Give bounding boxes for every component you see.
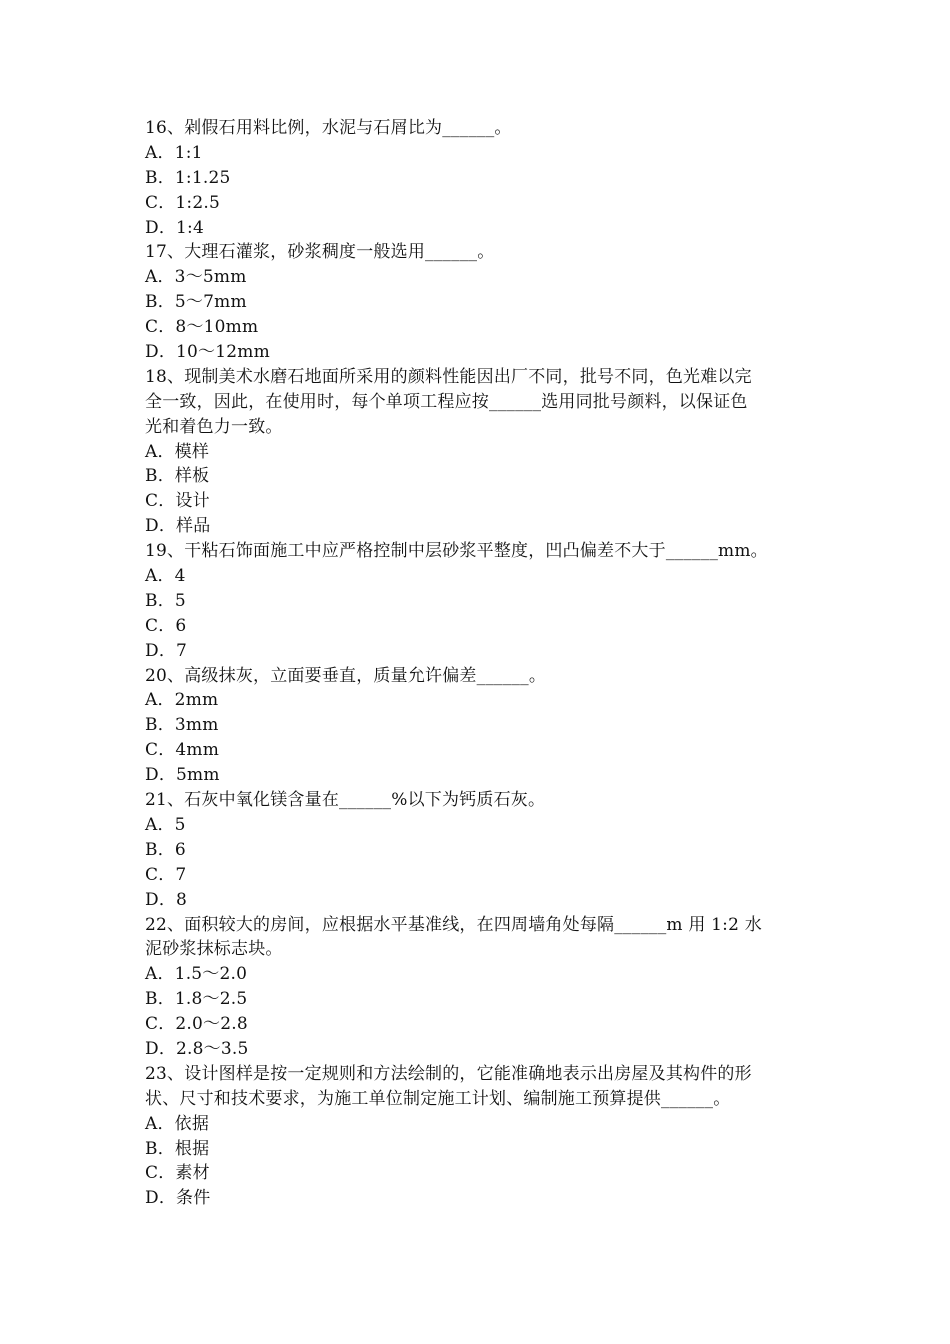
question-text-line-1: 23、设计图样是按一定规则和方法绘制的，它能准确地表示出房屋及其构件的形 [145, 1063, 752, 1084]
option-c: C．4mm [145, 740, 220, 761]
option-a: A．3～5mm [145, 267, 247, 288]
option-b: B．6 [145, 839, 186, 860]
question-text-line-2: 状、尺寸和技术要求，为施工单位制定施工计划、编制施工预算提供______。 [145, 1088, 731, 1109]
option-c: C．素材 [145, 1163, 210, 1184]
question-text-line-2: 泥砂浆抹标志块。 [145, 939, 283, 960]
question-text-line-2: 全一致，因此，在使用时，每个单项工程应按______选用同批号颜料，以保证色 [145, 391, 748, 412]
option-b: B．1.8～2.5 [145, 989, 248, 1010]
question-text: 21、石灰中氧化镁含量在______%以下为钙质石灰。 [145, 790, 546, 811]
option-c: C．1:2.5 [145, 192, 220, 213]
question-text-line-1: 18、现制美术水磨石地面所采用的颜料性能因出厂不同，批号不同，色光难以完 [145, 366, 752, 387]
question-22 [145, 913, 813, 1062]
option-a: A．2mm [145, 690, 219, 711]
option-c: C．设计 [145, 491, 210, 512]
question-16 [145, 116, 813, 240]
question-text: 20、高级抹灰，立面要垂直，质量允许偏差______。 [145, 665, 547, 686]
question-text: 17、大理石灌浆，砂浆稠度一般选用______。 [145, 242, 495, 263]
option-d: D．7 [145, 640, 188, 661]
document-page [145, 116, 813, 1211]
question-18 [145, 365, 813, 539]
option-c: C．8～10mm [145, 317, 259, 338]
option-d: D．样品 [145, 516, 211, 537]
option-a: A．5 [145, 814, 186, 835]
option-c: C．2.0～2.8 [145, 1014, 248, 1035]
question-text-line-1: 22、面积较大的房间，应根据水平基准线，在四周墙角处每隔______m 用 1:2 水 [145, 914, 762, 935]
option-b: B．1:1.25 [145, 167, 231, 188]
option-d: D．1:4 [145, 217, 204, 238]
question-20 [145, 664, 813, 788]
option-a: A．1.5～2.0 [145, 964, 248, 985]
question-text: 16、剁假石用料比例，水泥与石屑比为______。 [145, 118, 512, 138]
question-21 [145, 788, 813, 912]
question-23 [145, 1062, 813, 1211]
question-19 [145, 539, 813, 663]
option-d: D．8 [145, 889, 188, 910]
question-text-line-3: 光和着色力一致。 [145, 416, 283, 437]
option-b: B．样板 [145, 466, 210, 487]
option-c: C．7 [145, 864, 187, 885]
option-d: D．2.8～3.5 [145, 1038, 249, 1059]
option-a: A．依据 [145, 1113, 210, 1134]
option-d: D．条件 [145, 1188, 211, 1209]
option-a: A．1:1 [145, 142, 203, 163]
option-b: B．5～7mm [145, 292, 247, 313]
option-b: B．3mm [145, 715, 219, 736]
option-c: C．6 [145, 615, 187, 636]
option-b: B．根据 [145, 1138, 210, 1159]
option-a: A．模样 [145, 441, 210, 462]
question-17 [145, 240, 813, 364]
option-b: B．5 [145, 590, 186, 611]
option-d: D．10～12mm [145, 342, 270, 363]
option-a: A．4 [145, 566, 186, 587]
option-d: D．5mm [145, 765, 220, 786]
question-text: 19、干粘石饰面施工中应严格控制中层砂浆平整度，凹凸偏差不大于______mm。 [145, 541, 768, 562]
